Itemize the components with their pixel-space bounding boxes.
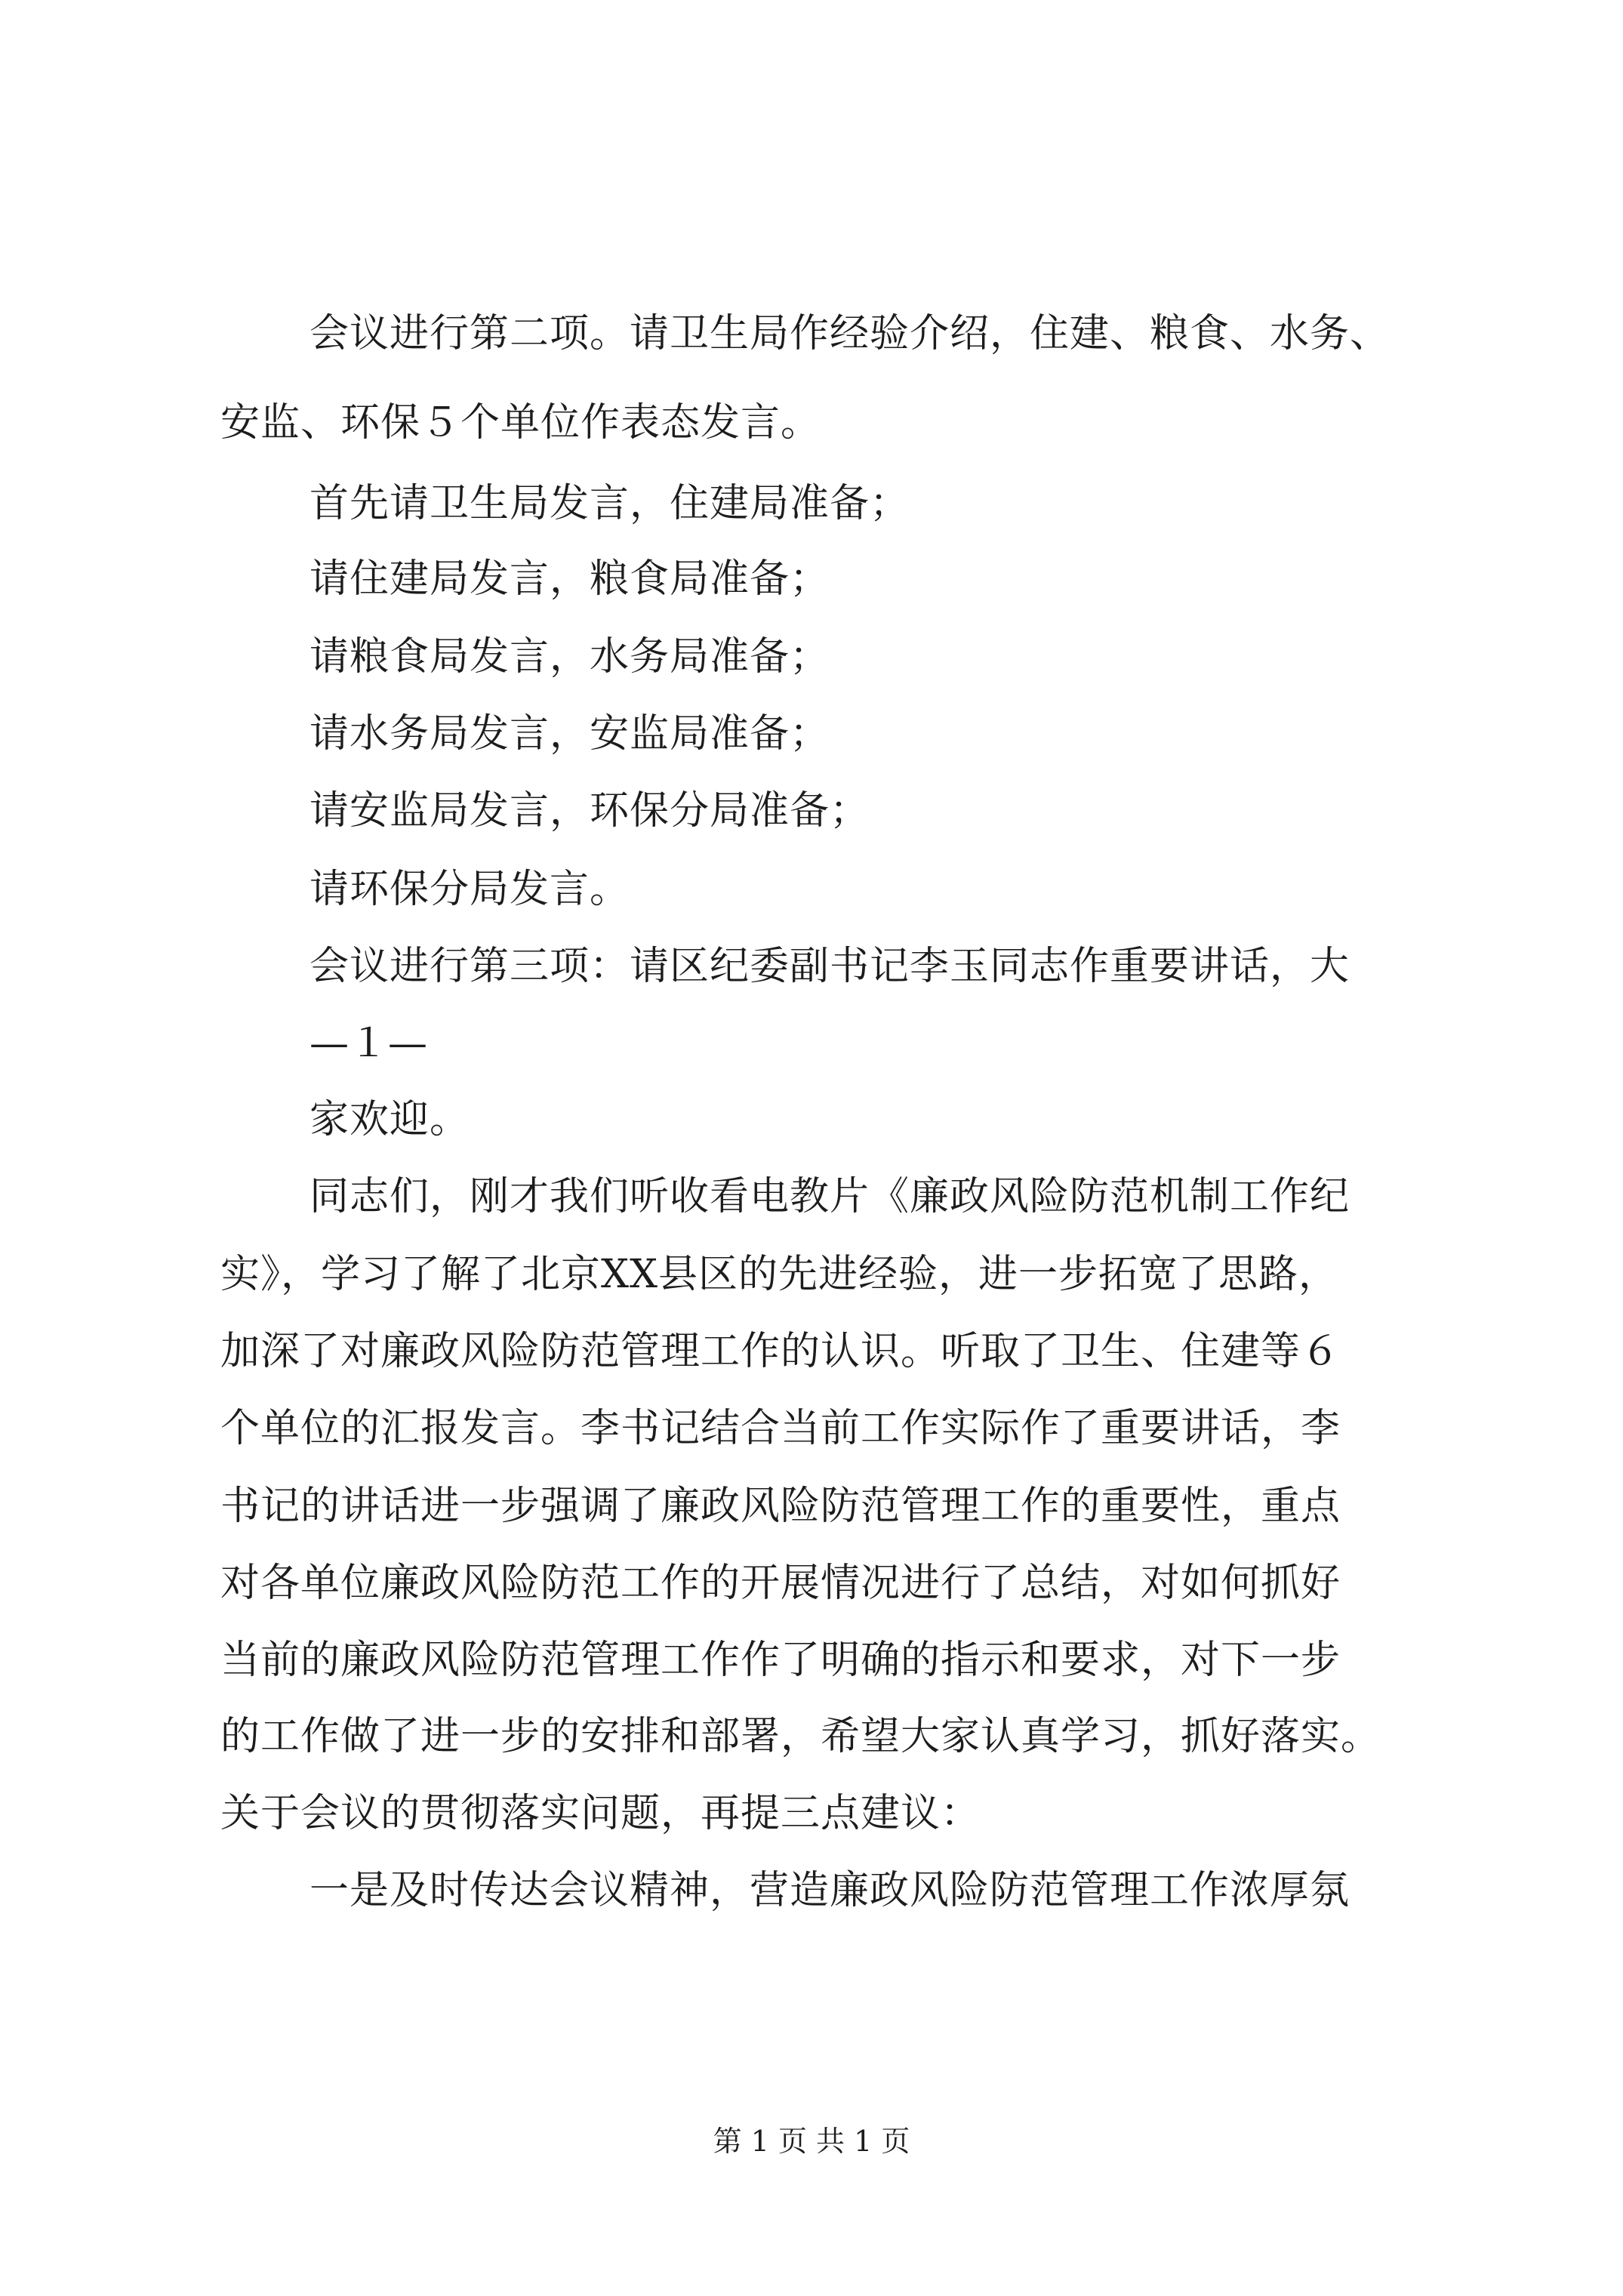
line-5: 请粮食局发言，水务局准备；: [310, 634, 830, 680]
line-15: 书记的讲话进一步强调了廉政风险防范管理工作的重要性，重点: [220, 1484, 1341, 1529]
line-18: 的工作做了进一步的安排和部署，希望大家认真学习，抓好落实。: [220, 1714, 1381, 1759]
line-1: 会议进行第二项。请卫生局作经验介绍，住建、粮食、水务、: [310, 311, 1390, 356]
page-number-mark: —１—: [310, 1021, 428, 1066]
line-2: 安监、环保５个单位作表态发言。: [220, 400, 821, 445]
line-9: 会议进行第三项：请区纪委副书记李玉同志作重要讲话，大: [310, 944, 1350, 989]
line-3: 首先请卫生局发言，住建局准备；: [310, 481, 910, 526]
line-11: 同志们，刚才我们听收看电教片《廉政风险防范机制工作纪: [310, 1174, 1350, 1219]
line-17: 当前的廉政风险防范管理工作作了明确的指示和要求，对下一步: [220, 1638, 1341, 1683]
page-footer: 第 1 页 共 1 页: [713, 2125, 910, 2158]
line-20: 一是及时传达会议精神，营造廉政风险防范管理工作浓厚氛: [310, 1868, 1350, 1913]
line-6: 请水务局发言，安监局准备；: [310, 711, 830, 757]
line-12: 实》，学习了解了北京XX县区的先进经验，进一步拓宽了思路，: [220, 1252, 1339, 1297]
line-7: 请安监局发言，环保分局准备；: [310, 788, 870, 834]
line-4: 请住建局发言，粮食局准备；: [310, 556, 830, 602]
line-16: 对各单位廉政风险防范工作的开展情况进行了总结，对如何抓好: [220, 1561, 1341, 1606]
line-10: 家欢迎。: [310, 1097, 470, 1142]
line-19: 关于会议的贯彻落实问题，再提三点建议：: [220, 1791, 981, 1836]
line-8: 请环保分局发言。: [310, 867, 630, 912]
line-14: 个单位的汇报发言。李书记结合当前工作实际作了重要讲话，李: [220, 1406, 1341, 1451]
line-13: 加深了对廉政风险防范管理工作的认识。听取了卫生、住建等６: [220, 1329, 1341, 1374]
